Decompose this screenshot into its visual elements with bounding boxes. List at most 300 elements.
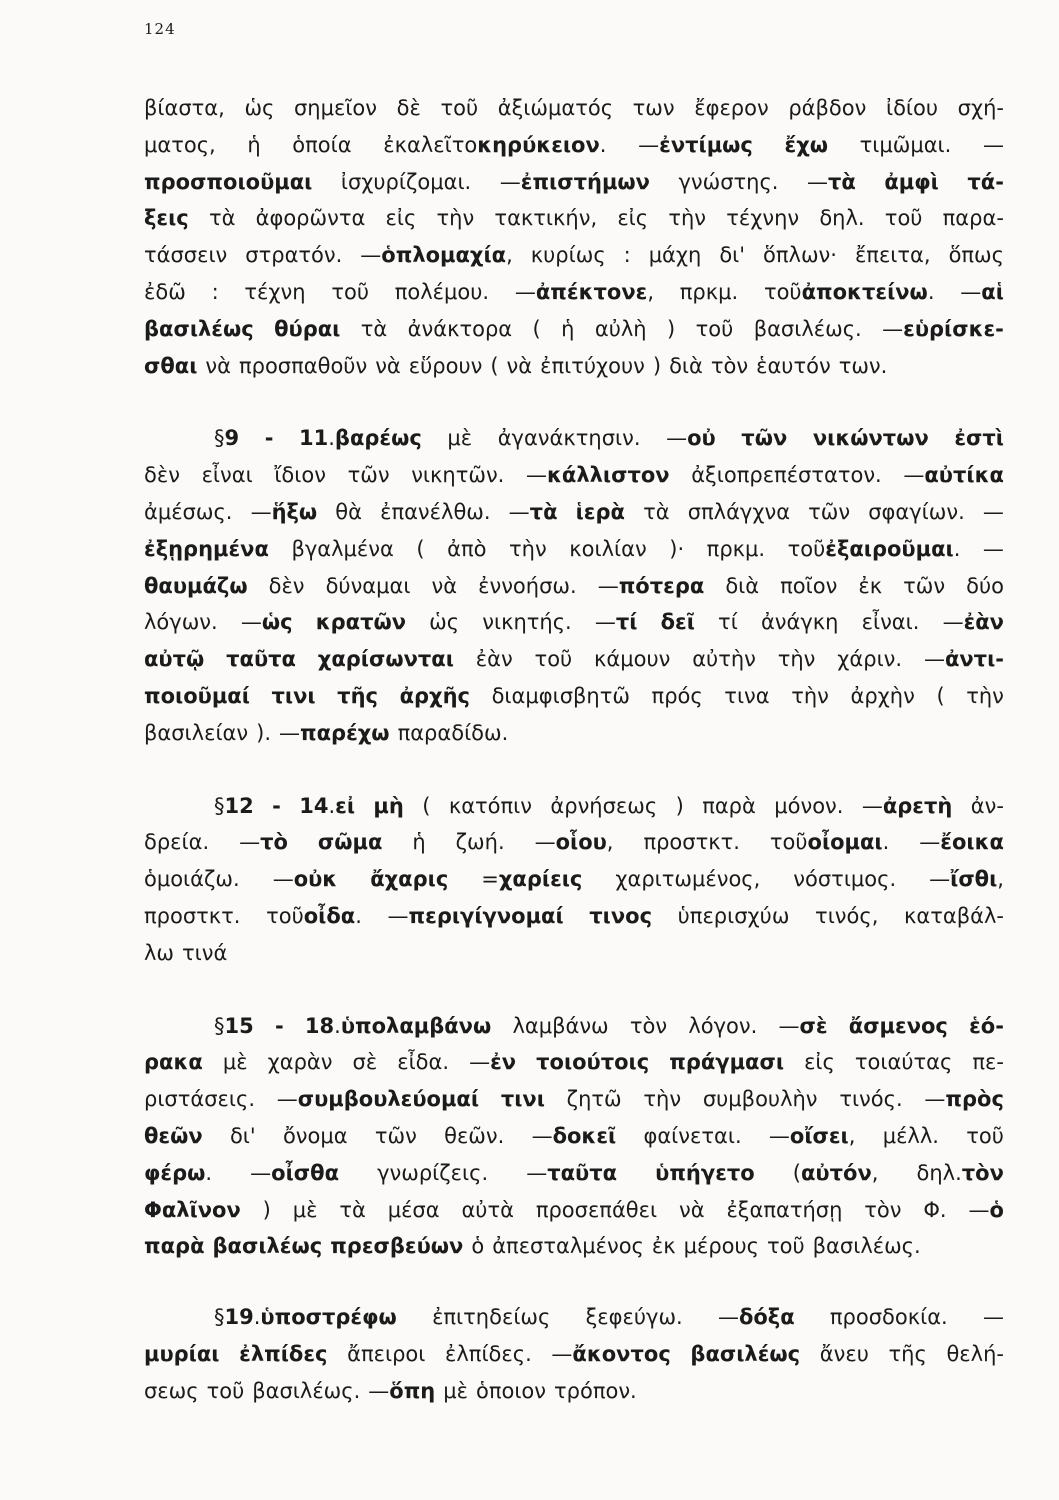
word: —οὐ xyxy=(666,426,716,451)
word: ὄνομα xyxy=(282,1123,348,1148)
word: τὴν xyxy=(966,683,1004,708)
word: ὑπερισχύω xyxy=(677,903,790,928)
word: διὰ xyxy=(669,353,703,378)
word: ὅπλων· xyxy=(763,243,837,268)
word: εἰς xyxy=(804,1050,835,1075)
word: τὸν xyxy=(864,1197,902,1222)
word: νὰ xyxy=(431,573,458,598)
word: λόγων. xyxy=(144,610,218,635)
word: σπλάγχνα xyxy=(687,499,791,524)
word: προστκτ. xyxy=(643,830,740,855)
word: ἐκ xyxy=(651,1234,676,1259)
word: =χαρίεις xyxy=(481,867,583,892)
word: ἀφορῶντα xyxy=(255,206,366,231)
word: ( xyxy=(416,536,425,561)
word: —σὲ xyxy=(778,1013,828,1038)
word: κρατῶν xyxy=(315,610,407,635)
word: ταῦτα xyxy=(226,647,296,672)
word: τινός. xyxy=(839,1087,903,1112)
word: —ὡς xyxy=(240,610,293,635)
word: θεῶν. xyxy=(444,1123,505,1148)
word: ράβδον xyxy=(788,96,867,120)
word: μὲ xyxy=(443,1378,468,1403)
word: ξεφεύγω. xyxy=(585,1305,683,1330)
word: πρκμ. xyxy=(679,279,739,304)
word: βασιλέως. xyxy=(753,316,862,341)
word: ἀμέσως. xyxy=(144,499,233,524)
word: —τὸ xyxy=(239,830,288,855)
word: ζητῶ xyxy=(566,1087,622,1112)
word: παραδίδω. xyxy=(397,720,509,745)
word: ἀρχῆς xyxy=(399,683,470,708)
word: βασιλέως xyxy=(690,1341,801,1366)
word: ( xyxy=(532,316,541,341)
word: —οἴσει, xyxy=(768,1123,856,1148)
word: ἀμφὶ xyxy=(884,169,939,194)
word: των xyxy=(632,96,675,120)
text-line xyxy=(144,531,1004,568)
word: δὲ xyxy=(396,96,421,120)
word: 14.εἰ xyxy=(299,793,356,818)
word: παρα- xyxy=(942,206,1004,231)
word: —οὐκ xyxy=(272,867,338,892)
word: τέχνην xyxy=(726,206,800,231)
word: ) xyxy=(667,316,676,341)
word: ἐκ xyxy=(858,573,883,598)
word: σῶμα xyxy=(317,830,383,855)
text-line xyxy=(144,237,1004,274)
word: χαριτωμένος, xyxy=(615,867,761,892)
word: τοῦ xyxy=(331,279,369,304)
word: ριστάσεις. xyxy=(144,1087,255,1112)
word: μὴ xyxy=(373,793,404,818)
word: ἡ xyxy=(561,316,575,341)
word: τοιαύτας xyxy=(854,1050,953,1075)
word: —οἶσθα xyxy=(250,1160,339,1185)
word: —ταῦτα xyxy=(526,1160,618,1185)
word: τῶν xyxy=(741,426,788,451)
word: τὴν xyxy=(777,647,816,672)
word: τοῦἐξαιροῦμαι. xyxy=(787,536,961,561)
word: νὰ xyxy=(506,353,533,378)
word: γνωρίζεις. xyxy=(377,1160,489,1185)
word: — xyxy=(982,536,1004,561)
word: πρός xyxy=(651,683,703,708)
word: ἐλπίδες xyxy=(239,1341,328,1366)
word: τὸν xyxy=(629,1013,668,1038)
word: λω xyxy=(144,940,175,965)
text-line xyxy=(144,824,1004,861)
text-line xyxy=(144,715,1004,752)
word: δύο xyxy=(966,573,1004,598)
word: ἀξιώματός xyxy=(497,96,614,120)
word: ἀγανάκτησιν. xyxy=(497,426,641,451)
word: θὰ xyxy=(335,499,362,524)
word: πε- xyxy=(972,1050,1004,1075)
word: ὁποιον xyxy=(475,1378,547,1403)
word: αὐτὴν xyxy=(692,647,756,672)
word: τοῦοἶδα. xyxy=(266,903,362,928)
word: πολέμου. xyxy=(394,279,490,304)
word: —ἴσθι, xyxy=(929,867,1004,892)
word: —ὁπλομαχία, xyxy=(360,243,513,268)
word: πράγμασι xyxy=(669,1050,785,1075)
word: μυρίαι xyxy=(144,1341,220,1366)
word: τὰ xyxy=(208,206,236,231)
text-line xyxy=(144,1336,1004,1373)
word: (αὐτόν, xyxy=(792,1160,879,1185)
word: ) xyxy=(652,353,662,378)
word: ( xyxy=(936,683,945,708)
word: τοῦ xyxy=(767,1234,805,1259)
text-line xyxy=(144,1228,1004,1265)
word: τὴν xyxy=(509,536,547,561)
text-line xyxy=(144,1118,1004,1155)
word: των. xyxy=(838,353,888,378)
word: —ἀρετὴ xyxy=(861,793,953,818)
word: —συμβουλεύομαί xyxy=(276,1087,480,1112)
word: ὑπήγετο xyxy=(655,1160,755,1185)
word: εἶδα. xyxy=(397,1050,450,1075)
word: γνώστης. xyxy=(678,169,779,194)
word: ἐπιτηδείως xyxy=(432,1305,551,1330)
word: ἡ xyxy=(412,830,426,855)
word: μὲ xyxy=(292,1197,318,1222)
word: ματος, xyxy=(144,132,216,157)
word: σθαι xyxy=(144,353,198,378)
word: προστκτ. xyxy=(144,903,241,928)
word: ἑό- xyxy=(969,1013,1004,1038)
text-line xyxy=(144,1192,1004,1229)
word: —ἄκοντος xyxy=(551,1341,671,1366)
text-line xyxy=(144,604,1004,641)
word: διὰ xyxy=(725,573,760,598)
word: §12 xyxy=(214,793,254,818)
word: —πότερα xyxy=(597,573,705,598)
word: μάχη xyxy=(648,243,702,268)
word: λόγον. xyxy=(688,1013,758,1038)
text-line xyxy=(144,494,1004,531)
word: —περιγίγνομαί xyxy=(387,903,564,928)
word: ἀνάγκη xyxy=(760,610,839,635)
word: §15 xyxy=(214,1013,254,1038)
word: χαρίσωνται xyxy=(317,647,454,672)
word: —δοκεῖ xyxy=(531,1123,617,1148)
word: τιμῶμαι. xyxy=(859,132,952,157)
word: ἔπειτα, xyxy=(854,243,931,268)
word: μέλλ. xyxy=(882,1123,939,1148)
word: 18.ὑπολαμβάνω xyxy=(304,1013,492,1038)
word: τὴν xyxy=(791,683,829,708)
word: συμβουλὴν xyxy=(702,1087,818,1112)
word: τοιούτοις xyxy=(536,1050,650,1075)
text-line xyxy=(144,311,1004,348)
word: ἱερὰ xyxy=(575,499,625,524)
word: βασιλέως xyxy=(144,316,254,341)
word: ἐκαλεῖτοκηρύκειον. xyxy=(383,132,607,157)
word: διαμφισβητῶ xyxy=(491,683,630,708)
word: νὰ xyxy=(678,1197,705,1222)
word: ἐδῶ xyxy=(144,279,186,304)
word: νὰ xyxy=(375,353,401,378)
word: βασιλέως xyxy=(212,1234,323,1259)
text-line xyxy=(144,457,1004,494)
word: Φαλῖνον xyxy=(144,1197,241,1222)
word: φέρω. xyxy=(144,1160,213,1185)
word: ἡ xyxy=(247,132,261,157)
word: τὴν xyxy=(668,206,707,231)
word: —εὑρίσκε- xyxy=(882,316,1004,341)
word: τοῦἀποκτείνω. xyxy=(763,279,935,304)
word: ( xyxy=(422,793,431,818)
word: —τὰ xyxy=(508,499,558,524)
word: ἰσχυρίζομαι. xyxy=(340,169,472,194)
text-line xyxy=(144,274,1004,311)
word: ἴδιον xyxy=(274,463,326,488)
word: — xyxy=(982,1305,1004,1330)
word: —τὰ xyxy=(807,169,856,194)
word: εἶναι xyxy=(201,463,253,488)
text-line xyxy=(144,1008,1004,1045)
word: ἰδίου xyxy=(885,96,939,120)
word: ἐὰν xyxy=(475,647,513,672)
word: τοῦ xyxy=(695,316,734,341)
word: τοῦ xyxy=(884,206,923,231)
word: τινα xyxy=(724,683,770,708)
word: —ἐν xyxy=(469,1050,517,1075)
word: ὡς xyxy=(244,96,275,120)
word: §19.ὑποστρέφω xyxy=(214,1305,397,1330)
word: ζωή. xyxy=(455,830,505,855)
word: - xyxy=(264,426,274,451)
text-line xyxy=(144,935,1004,972)
word: : xyxy=(211,279,219,304)
word: βασιλέως. xyxy=(812,1234,921,1259)
word: δηλ. xyxy=(819,206,865,231)
word: —ἀντι- xyxy=(923,647,1004,672)
word: τῶν xyxy=(903,573,946,598)
word: —τί xyxy=(594,610,638,635)
word: τῶν xyxy=(808,499,851,524)
text-line xyxy=(144,90,1004,127)
word: τῶν xyxy=(374,1123,417,1148)
text-line xyxy=(144,1044,1004,1081)
word: τά- xyxy=(967,169,1004,194)
word: νὰ xyxy=(205,353,231,378)
word: ) xyxy=(675,793,684,818)
word: ἐπιτύχουν xyxy=(540,353,645,378)
word: §9 xyxy=(214,426,240,451)
text-line xyxy=(144,420,1004,457)
word: ἐννοήσω. xyxy=(478,573,577,598)
word: εἶναι. xyxy=(861,610,920,635)
word: : xyxy=(623,243,631,268)
word: —ἀπέκτονε, xyxy=(514,279,655,304)
word: ἀνάκτορα xyxy=(407,316,513,341)
word: ὁ xyxy=(471,1234,485,1259)
word: τινά xyxy=(182,940,228,965)
word: δι' xyxy=(719,243,746,268)
word: ὁποία xyxy=(292,132,352,157)
word: ἔφερον xyxy=(694,96,769,120)
word: τοῦ xyxy=(206,1378,245,1403)
word: ἐλπίδες. xyxy=(445,1341,532,1366)
word: —αἱ xyxy=(960,279,1004,304)
word: λαμβάνω xyxy=(512,1013,609,1038)
word: ρακα xyxy=(144,1050,203,1075)
text-line xyxy=(144,678,1004,715)
word: ) xyxy=(262,1197,271,1222)
word: ἔχω xyxy=(784,132,828,157)
word: —δόξα xyxy=(717,1305,795,1330)
word: τοῦ xyxy=(534,647,573,672)
word: —οἷου, xyxy=(534,830,614,855)
text-line xyxy=(144,1081,1004,1118)
text-line xyxy=(144,164,1004,201)
word: —ὁ xyxy=(968,1197,1004,1222)
text-line xyxy=(144,1373,1004,1410)
word: —ἐὰν xyxy=(942,610,1004,635)
word: θύραι xyxy=(274,316,341,341)
word: —παρέχω xyxy=(279,720,390,745)
word: βασιλείαν xyxy=(144,720,249,745)
text-line xyxy=(144,127,1004,164)
word: μέρους xyxy=(683,1234,759,1259)
word: —ἐντίμως xyxy=(638,132,753,157)
word: φαίνεται. xyxy=(643,1123,742,1148)
word: κατόπιν xyxy=(448,793,533,818)
word: Φ. xyxy=(923,1197,947,1222)
word: —ἥξω xyxy=(250,499,318,524)
word: 11.βαρέως xyxy=(299,426,422,451)
word: μέσα xyxy=(387,1197,440,1222)
word: δὲν xyxy=(268,573,305,598)
word: δηλ.τὸν xyxy=(916,1160,1004,1185)
word: τινος xyxy=(589,903,653,928)
word: τρόπον. xyxy=(554,1378,637,1403)
word: τινι xyxy=(271,683,316,708)
word: σχή- xyxy=(957,96,1004,120)
word: αὐτὰ xyxy=(461,1197,514,1222)
word: θεῶν xyxy=(144,1123,203,1148)
word: δι' xyxy=(229,1123,256,1148)
word: ἐπανέλθω. xyxy=(380,499,491,524)
word: τί xyxy=(718,610,738,635)
word: ἄπειροι xyxy=(347,1341,426,1366)
word: ὅπως xyxy=(948,243,1004,268)
word: ἀπεσταλμένος xyxy=(492,1234,644,1259)
word: πρεσβεύων xyxy=(330,1234,464,1259)
word: ὡς xyxy=(429,610,460,635)
text-line xyxy=(144,1155,1004,1192)
word: χαρὰν xyxy=(267,1050,333,1075)
word: δύναμαι xyxy=(325,573,411,598)
word: ἐξῃρημένα xyxy=(144,536,269,561)
word: ἄχαρις xyxy=(370,867,449,892)
word: προσπαθοῦν xyxy=(238,353,368,378)
word: παρὰ xyxy=(144,1234,205,1259)
word: αὐτῷ xyxy=(144,647,205,672)
word: —κάλλιστον xyxy=(525,463,670,488)
text-line xyxy=(144,641,1004,678)
word: ἄνευ xyxy=(819,1341,869,1366)
word: —ἔοικα xyxy=(919,830,1004,855)
word: εἰς xyxy=(617,206,649,231)
text-line xyxy=(144,200,1004,237)
word: νικητῶν. xyxy=(411,463,505,488)
word: σὲ xyxy=(352,1050,378,1075)
text-line xyxy=(144,788,1004,825)
word: νικητής. xyxy=(482,610,572,635)
text-line xyxy=(144,348,1004,385)
word: μὲ xyxy=(447,426,473,451)
word: κυρίως xyxy=(530,243,606,268)
word: νόστιμος. xyxy=(793,867,897,892)
word: τοῦ xyxy=(966,1123,1004,1148)
word: βίαστα, xyxy=(144,96,225,120)
word: σεως xyxy=(144,1378,199,1403)
text-line xyxy=(144,898,1004,935)
word: τὰ xyxy=(360,316,388,341)
word: βγαλμένα xyxy=(291,536,394,561)
word: τῆς xyxy=(888,1341,927,1366)
word: τὰ xyxy=(339,1197,366,1222)
word: τακτικήν, xyxy=(494,206,598,231)
word: στρατόν. xyxy=(245,243,343,268)
word: κάμουν xyxy=(594,647,671,672)
word: δὲν xyxy=(144,463,180,488)
word: σφαγίων. xyxy=(868,499,965,524)
word: ( xyxy=(490,353,499,378)
word: τάσσειν xyxy=(144,243,228,268)
word: προσδοκία. xyxy=(829,1305,948,1330)
word: βασιλέως. xyxy=(252,1378,361,1403)
word: ὁμοιάζω. xyxy=(144,867,240,892)
word: - xyxy=(274,1013,284,1038)
word: τινός, xyxy=(815,903,879,928)
text-line xyxy=(144,1299,1004,1336)
word: προσποιοῦμαι xyxy=(144,169,313,194)
word: ἐξαπατήσῃ xyxy=(726,1197,843,1222)
word: κοιλίαν xyxy=(569,536,647,561)
word: ἀρχὴν xyxy=(850,683,915,708)
word: μόνον. xyxy=(774,793,844,818)
page-number: 124 xyxy=(144,20,176,38)
word: τῶν xyxy=(347,463,390,488)
word: ξεις xyxy=(144,206,189,231)
word: - xyxy=(272,793,281,818)
word: —ὅπη xyxy=(368,1378,436,1403)
word: μὲ xyxy=(222,1050,248,1075)
word: —ἐπιστήμων xyxy=(499,169,650,194)
word: τῆς xyxy=(337,683,378,708)
word: δρεία. xyxy=(144,830,210,855)
word: τὸν xyxy=(710,353,749,378)
word: ἀρνήσεως xyxy=(550,793,658,818)
text-line xyxy=(144,568,1004,605)
word: ποιοῦμαί xyxy=(144,683,250,708)
word: τὰ xyxy=(643,499,670,524)
word: προσεπάθει xyxy=(535,1197,658,1222)
word: ἐστὶ xyxy=(954,426,1004,451)
word: δεῖ xyxy=(660,610,695,635)
word: — xyxy=(982,499,1004,524)
word: τινι xyxy=(500,1087,545,1112)
word: — xyxy=(982,132,1004,157)
word: σημεῖον xyxy=(294,96,378,120)
text-block xyxy=(144,90,1004,1410)
word: τοῦοἶομαι. xyxy=(769,830,890,855)
